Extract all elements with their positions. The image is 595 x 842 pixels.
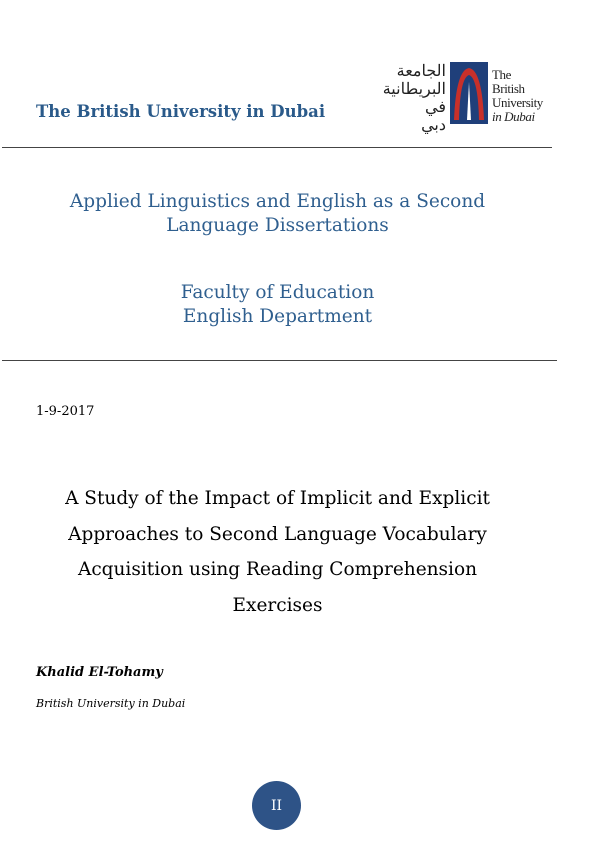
logo-english-line: in Dubai	[492, 109, 535, 124]
university-title: The British University in Dubai	[36, 102, 326, 121]
dissertation-title	[40, 481, 515, 623]
section-divider	[2, 360, 557, 361]
university-logo	[360, 60, 575, 134]
header-divider	[2, 147, 552, 148]
logo-arabic-line: دبي	[421, 115, 446, 134]
collection-line: Language Dissertations	[166, 215, 389, 236]
publication-date: 1-9-2017	[36, 404, 95, 419]
title-line: A Study of the Impact of Implicit and Explicit	[65, 488, 490, 509]
collection-line: Applied Linguistics and English as a Second	[69, 191, 486, 212]
collection-title	[40, 190, 515, 238]
title-line: Approaches to Second Language Vocabulary	[68, 523, 487, 545]
faculty-block	[100, 281, 455, 329]
logo-emblem-icon	[450, 62, 488, 124]
logo-arabic-line: الجامعة	[396, 61, 446, 80]
logo-english-text	[492, 68, 575, 124]
logo-arabic-text	[360, 62, 446, 134]
faculty-line: Faculty of Education	[180, 282, 375, 303]
logo-english-line: The	[492, 67, 512, 82]
page-number-badge: II	[252, 781, 301, 830]
author-affiliation: British University in Dubai	[36, 697, 186, 710]
logo-arabic-line: البريطانية في	[382, 79, 446, 116]
department-line: English Department	[182, 306, 373, 327]
title-line: Acquisition using Reading Comprehension	[77, 559, 478, 580]
author-name: Khalid El-Tohamy	[36, 665, 163, 680]
logo-english-line: British University	[492, 81, 543, 110]
title-line: Exercises	[232, 594, 323, 616]
